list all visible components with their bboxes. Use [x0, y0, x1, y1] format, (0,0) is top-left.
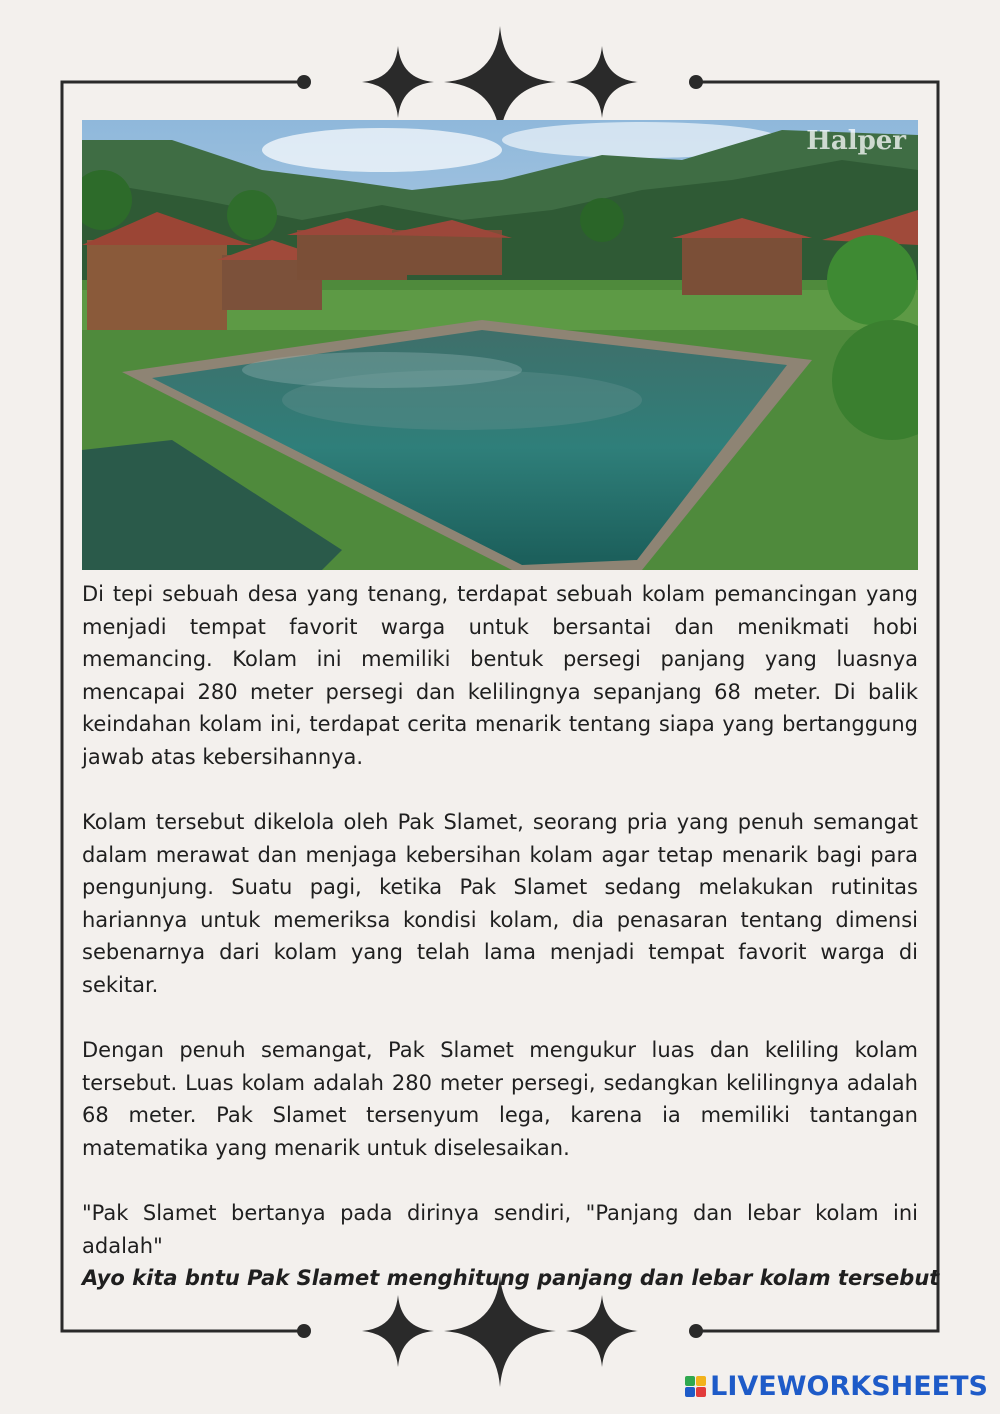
photo-watermark: Halper — [806, 126, 906, 156]
story-text — [82, 578, 940, 1328]
task-instruction: Ayo kita bntu Pak Slamet menghitung panjang dan lebar kolam tersebut — [82, 1266, 940, 1290]
paragraph-measurement: Dengan penuh semangat, Pak Slamet mengukur luas dan keliling kolam tersebut. Luas kolam adalah 280 meter persegi, sedangkan kelilingnya adalah 68 meter. Pak Slamet tersenyum lega, karena ia memiliki tantangan matematika yang menarik untuk diselesaikan. — [82, 1038, 918, 1160]
paragraph-intro: Di tepi sebuah desa yang tenang, terdapat sebuah kolam pemancingan yang menjadi tempat favorit warga untuk bersantai dan menikmati hobi memancing. Kolam ini memiliki bentuk persegi panjang yang luasnya mencapai 280 meter persegi dan kelilingnya sepanjang 68 meter. Di balik keindahan kolam ini, terdapat cerita menarik tentang siapa yang bertanggung jawab atas kebersihannya. — [82, 582, 918, 769]
liveworksheets-logo-icon — [685, 1376, 706, 1397]
paragraph-question-lead: "Pak Slamet bertanya pada dirinya sendiri, "Panjang dan lebar kolam ini adalah" — [82, 1201, 918, 1258]
liveworksheets-brand[interactable] — [685, 1371, 988, 1402]
brand-name: LIVEWORKSHEETS — [710, 1371, 988, 1402]
pond-photo — [82, 120, 918, 570]
paragraph-pak-slamet: Kolam tersebut dikelola oleh Pak Slamet, seorang pria yang penuh semangat dalam merawat dan menjaga kebersihan kolam agar tetap menarik bagi para pengunjung. Suatu pagi, ketika Pak Slamet sedang melakukan rutinitas hariannya untuk memeriksa kondisi kolam, dia penasaran tentang dimensi sebenarnya dari kolam yang telah lama menjadi tempat favorit warga di sekitar. — [82, 810, 918, 997]
